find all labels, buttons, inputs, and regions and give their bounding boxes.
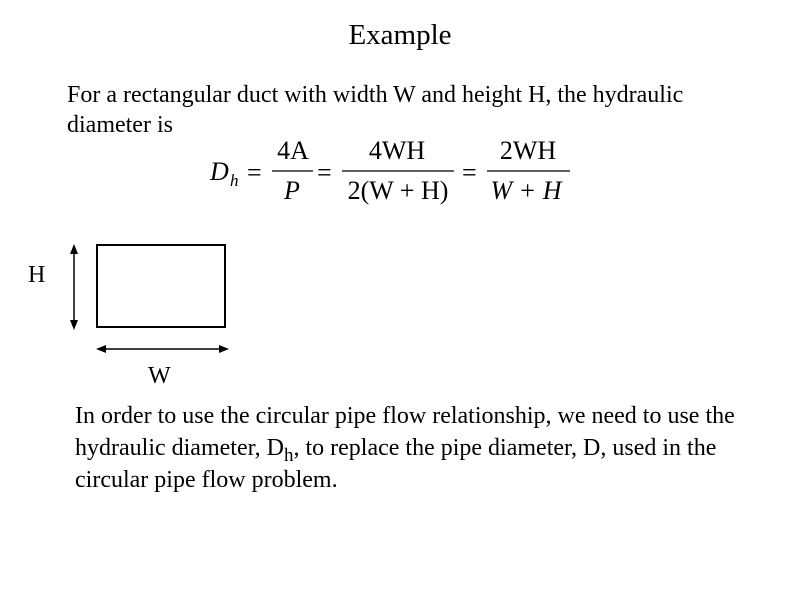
formula-equals-3: = <box>462 158 477 187</box>
width-label: W <box>148 363 171 389</box>
formula-lhs-symbol: D <box>210 157 229 186</box>
formula-term2-numerator: 4WH <box>368 136 426 165</box>
conclusion-text <box>75 400 785 496</box>
formula-term2-denominator: 2(W + H) <box>347 176 449 205</box>
conclusion-part2: , to replace the pipe diameter, D, used in the circular pipe flow problem. <box>75 435 717 493</box>
duct-rectangle <box>97 245 225 327</box>
conclusion-part1: In order to use the circular pipe flow relationship, we need to use the hydraulic diameter, D <box>75 403 735 461</box>
width-arrow-head-left <box>96 345 106 353</box>
formula-lhs-subscript: h <box>230 171 239 190</box>
width-arrow-head-right <box>219 345 229 353</box>
conclusion-subscript: h <box>283 444 294 466</box>
formula-equals-1: = <box>247 158 262 187</box>
height-arrow-head-bottom <box>70 320 78 330</box>
formula-term3-denominator: W + H <box>490 176 562 205</box>
intro-text: For a rectangular duct with width W and height H, the hydraulic diameter is <box>67 82 684 138</box>
height-arrow-head-top <box>70 244 78 254</box>
formula-term3-numerator: 2WH <box>499 136 557 165</box>
formula-equals-2: = <box>317 158 332 187</box>
slide-title: Example <box>348 19 452 51</box>
formula-term1-denominator: P <box>284 176 300 205</box>
height-label: H <box>28 262 46 288</box>
formula-term1-numerator: 4A <box>277 136 309 165</box>
